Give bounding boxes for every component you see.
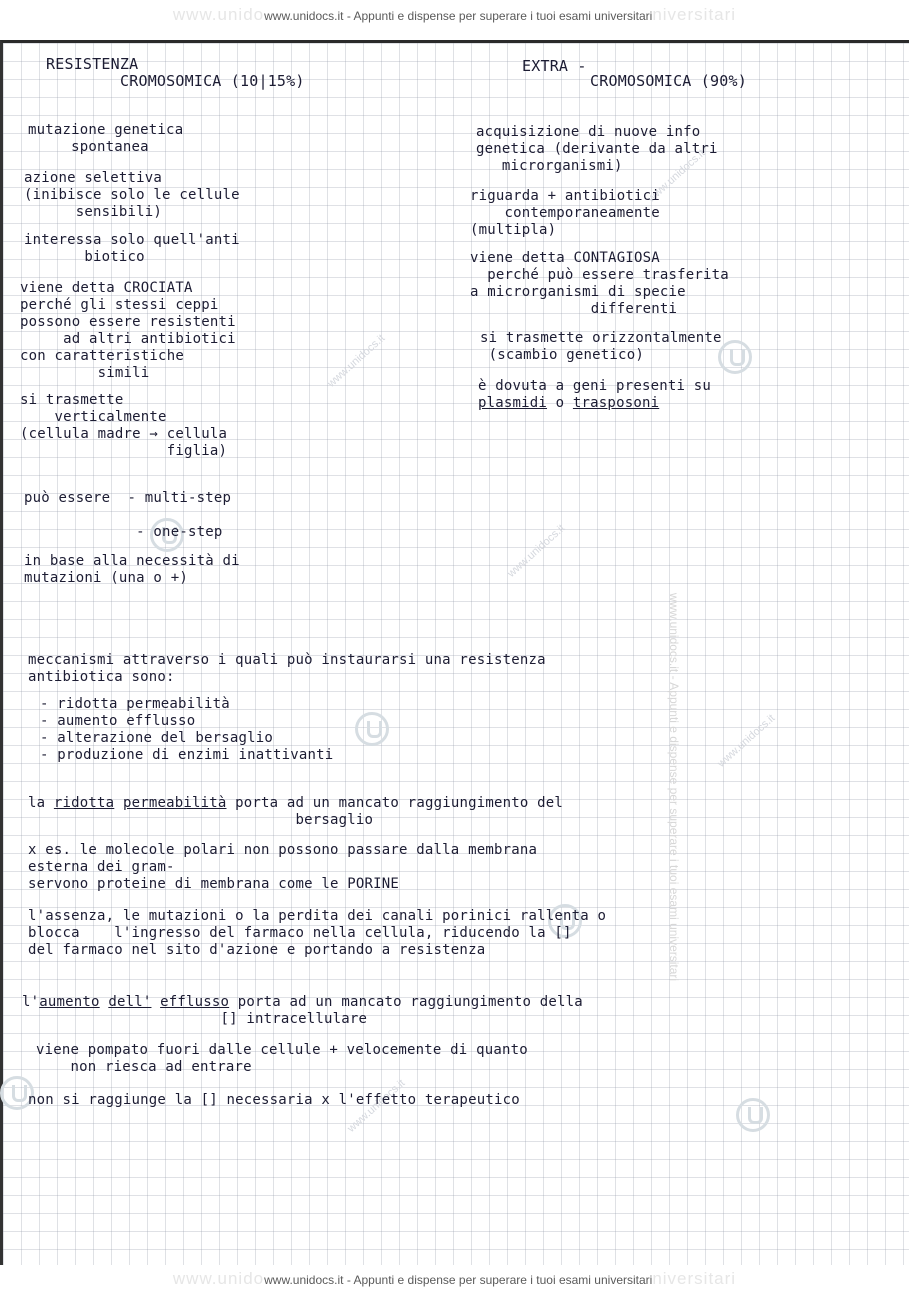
- side-watermark-right: www.unidocs.it - Appunti e dispense per superare i tuoi esami universitari: [667, 592, 682, 982]
- para4-space: [151, 994, 160, 1010]
- mechanisms-list: - ridotta permeabilità - aumento efflusso - alterazione del bersaglio - produzione di enzimi inattivanti: [40, 696, 334, 763]
- diagonal-watermark: www.unidocs.it: [645, 147, 708, 205]
- para4-underlined: dell': [108, 994, 152, 1010]
- right-item: viene detta CONTAGIOSA perché può essere trasferita a microrganismi di specie differenti: [470, 250, 729, 317]
- left-title-line2: CROMOSOMICA (10|15%): [120, 72, 305, 90]
- diagonal-watermark: www.unidocs.it: [505, 522, 568, 580]
- plasmids-term: plasmidi: [478, 395, 548, 411]
- paragraph-example: x es. le molecole polari non possono passare dalla membrana esterna dei gram- servono proteine di membrana come le PORINE: [28, 842, 538, 892]
- right-item: è dovuta a geni presenti su: [478, 378, 711, 394]
- right-item-last: [478, 395, 659, 412]
- mechanisms-intro: meccanismi attraverso i quali può instaurarsi una resistenza antibiotica sono:: [28, 652, 546, 685]
- left-title-line1: RESISTENZA: [46, 55, 139, 73]
- banner-text: www.unidocs.it - Appunti e dispense per superare i tuoi esami universitari: [264, 9, 653, 23]
- right-title-line2: CROMOSOMICA (90%): [590, 72, 747, 90]
- para1-prefix: la: [28, 795, 54, 811]
- banner-ghost-right: niversitari: [652, 1269, 737, 1288]
- para1-underlined: permeabilità: [122, 795, 227, 811]
- bottom-banner: [0, 1269, 909, 1289]
- left-item: si trasmette verticalmente (cellula madre → cellula figlia): [20, 392, 228, 459]
- unidocs-logo-icon: [355, 712, 389, 746]
- paragraph-efflux: [22, 994, 583, 1028]
- para1-rest: porta ad un mancato raggiungimento del bersaglio: [235, 795, 564, 828]
- right-item: acquisizione di nuove info genetica (derivante da altri microrganismi): [476, 124, 718, 174]
- diagonal-watermark: www.unidocs.it: [345, 1077, 408, 1135]
- right-item: si trasmette orizzontalmente (scambio genetico): [480, 330, 722, 363]
- banner-ghost-right: niversitari: [652, 5, 737, 24]
- right-title-line1: EXTRA -: [522, 57, 587, 75]
- paragraph-therapeutic: non si raggiunge la [] necessaria x l'effetto terapeutico: [28, 1092, 520, 1108]
- para1-underlined: ridotta: [53, 795, 115, 811]
- paragraph-pumped-out: viene pompato fuori dalle cellule + velocemente di quanto non riesca ad entrare: [36, 1042, 528, 1075]
- diagonal-watermark: www.unidocs.it: [715, 712, 778, 770]
- connector: o: [547, 395, 573, 411]
- unidocs-logo-icon: [736, 1098, 770, 1132]
- para1-space: [114, 795, 123, 811]
- left-item: può essere - multi-step - one-step: [24, 490, 232, 540]
- left-item: mutazione genetica spontanea: [28, 122, 184, 155]
- left-item: viene detta CROCIATA perché gli stessi ceppi possono essere resistenti ad altri antibiotici con caratteristiche simili: [20, 280, 236, 381]
- banner-text: www.unidocs.it - Appunti e dispense per superare i tuoi esami universitari: [264, 1273, 653, 1287]
- diagonal-watermark: www.unidocs.it: [325, 332, 388, 390]
- banner-ghost-left: www.unido: [172, 5, 265, 24]
- left-item: azione selettiva (inibisce solo le cellule sensibili): [24, 170, 240, 220]
- left-item: in base alla necessità di mutazioni (una o +): [24, 553, 240, 586]
- para4-underlined: efflusso: [160, 994, 230, 1010]
- top-banner: [0, 5, 909, 25]
- para4-underlined: aumento: [39, 994, 100, 1010]
- para4-rest: porta ad un mancato raggiungimento della [] intracellulare: [220, 994, 583, 1027]
- left-item: interessa solo quell'anti biotico: [24, 232, 240, 265]
- banner-ghost-left: www.unido: [172, 1269, 265, 1288]
- paragraph-reduced-permeability: [28, 795, 563, 829]
- para4-prefix: l': [22, 994, 40, 1010]
- unidocs-logo-icon: [718, 340, 752, 374]
- paragraph-porins: l'assenza, le mutazioni o la perdita dei canali porinici rallenta o blocca l'ingresso del farmaco nella cellula, riducendo la [] del farmaco nel sito d'azione e portando a resistenza: [28, 908, 607, 958]
- right-item: riguarda + antibiotici contemporaneamente (multipla): [470, 188, 660, 238]
- transposons-term: trasposoni: [572, 395, 660, 411]
